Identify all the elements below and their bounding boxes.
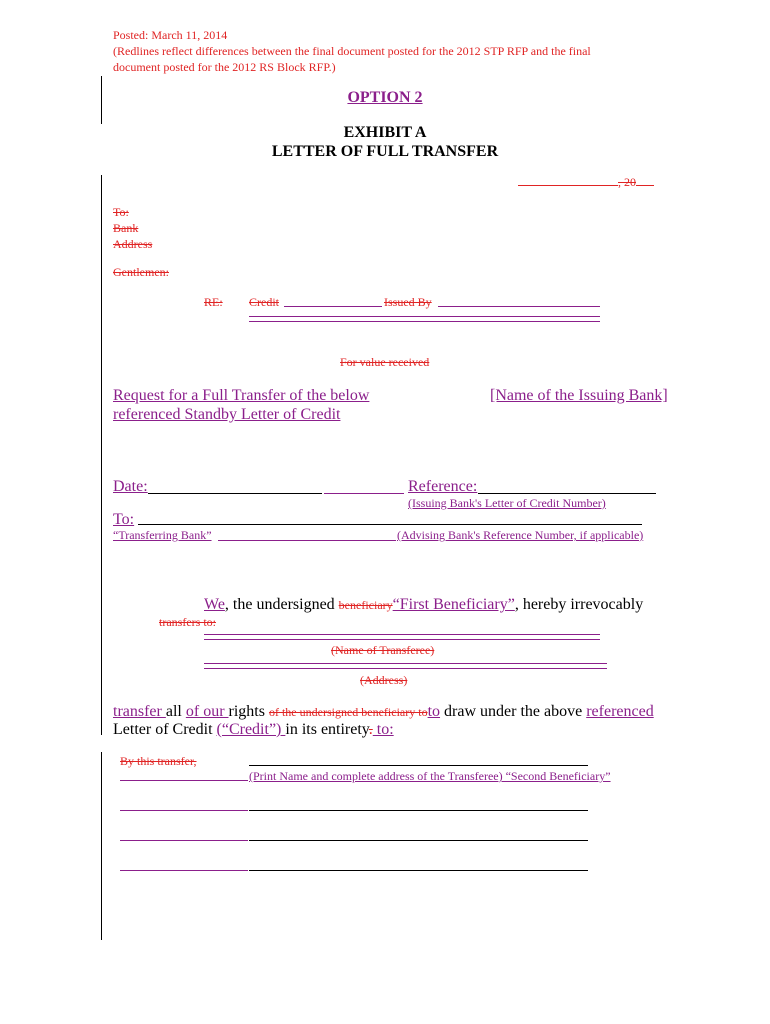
request-line1: Request for a Full Transfer of the below bbox=[113, 387, 370, 404]
letter-title: LETTER OF FULL TRANSFER bbox=[271, 143, 499, 160]
posted-date: Posted: March 11, 2014 bbox=[113, 28, 228, 42]
re-blank-line bbox=[249, 316, 600, 317]
second-beneficiary-line-left bbox=[120, 780, 248, 781]
we-inserted: We bbox=[204, 596, 225, 613]
to-label: To: bbox=[113, 511, 135, 528]
print-name-caption: (Print Name and complete address of the Transferee) “Second Beneficiary” bbox=[249, 769, 611, 783]
blank-line-left bbox=[120, 840, 248, 841]
reference-label: Reference: bbox=[408, 478, 478, 495]
blank-line[interactable] bbox=[249, 810, 588, 811]
credit-blank bbox=[284, 306, 382, 307]
deleted-re-label: RE: bbox=[204, 295, 223, 309]
redline-note-line2: document posted for the 2012 RS Block RFP.) bbox=[113, 60, 336, 74]
date-label: Date: bbox=[113, 478, 148, 495]
referenced-inserted: referenced bbox=[586, 703, 654, 720]
beneficiary-deleted: beneficiary bbox=[338, 598, 393, 612]
transfers-to-deleted: transfers to: bbox=[159, 615, 216, 629]
re-blank-line bbox=[249, 321, 600, 322]
change-bar bbox=[101, 175, 102, 735]
deleted-issued-by-label: Issued By bbox=[384, 295, 432, 309]
to-inserted: to bbox=[427, 703, 441, 720]
draw-under-text: draw under the above bbox=[440, 703, 587, 720]
first-beneficiary-inserted: “First Beneficiary” bbox=[392, 596, 515, 613]
all-text: all bbox=[165, 703, 186, 720]
of-our-inserted: of our bbox=[185, 703, 229, 720]
rights-text: rights bbox=[228, 703, 269, 720]
name-of-transferee-caption: (Name of Transferee) bbox=[331, 643, 435, 657]
issuing-bank-placeholder: [Name of the Issuing Bank] bbox=[490, 387, 668, 404]
blank-line[interactable] bbox=[249, 840, 588, 841]
caption-underline bbox=[218, 540, 396, 541]
letter-of-credit-sentence bbox=[113, 721, 394, 739]
reference-caption: (Issuing Bank's Letter of Credit Number) bbox=[408, 496, 606, 510]
transferring-bank-field[interactable] bbox=[138, 524, 348, 525]
transferring-bank-caption: “Transferring Bank” bbox=[113, 528, 212, 542]
issued-by-blank bbox=[438, 306, 600, 307]
blank-line-left bbox=[120, 810, 248, 811]
advising-reference-field[interactable] bbox=[348, 524, 642, 525]
deleted-address-label: Address bbox=[113, 237, 153, 251]
irrevocable-transfer-sentence bbox=[204, 596, 643, 614]
transferee-line bbox=[204, 634, 600, 635]
blank-line-left bbox=[120, 870, 248, 871]
transfer-rights-sentence bbox=[113, 703, 654, 721]
address-line bbox=[204, 668, 607, 669]
deleted-salutation: Gentlemen: bbox=[113, 265, 169, 279]
transfer-inserted: transfer bbox=[113, 703, 166, 720]
request-line2: referenced Standby Letter of Credit bbox=[113, 406, 341, 423]
deleted-credit-label: Credit bbox=[249, 295, 279, 309]
redline-note-line1: (Redlines reflect differences between the final document posted for the 2012 STP RFP and the final bbox=[113, 44, 591, 58]
advising-caption: (Advising Bank's Reference Number, if applicable) bbox=[397, 528, 644, 542]
deleted-value-received: For value received bbox=[340, 355, 430, 369]
date-field[interactable] bbox=[148, 493, 322, 494]
reference-field[interactable] bbox=[478, 493, 656, 494]
date-line bbox=[518, 175, 654, 190]
address-line bbox=[204, 663, 607, 664]
transferee-line bbox=[204, 639, 600, 640]
deleted-beneficiary-phrase: of the undersigned beneficiary to bbox=[268, 705, 428, 719]
exhibit-title: EXHIBIT A bbox=[343, 124, 427, 141]
in-entirety-text: in its entirety bbox=[285, 721, 369, 738]
deleted-bank-label: Bank bbox=[113, 221, 139, 235]
date-line-suffix: , 20 bbox=[618, 175, 636, 189]
date-field-extension bbox=[324, 493, 404, 494]
to-colon-inserted: to: bbox=[372, 721, 394, 738]
address-caption: (Address) bbox=[360, 673, 408, 687]
credit-quote-inserted: (“Credit”) bbox=[216, 721, 286, 738]
blank-line[interactable] bbox=[249, 870, 588, 871]
option-title: OPTION 2 bbox=[347, 89, 423, 106]
hereby-text: , hereby irrevocably bbox=[514, 596, 644, 613]
undersigned-text: , the undersigned bbox=[224, 596, 339, 613]
by-this-transfer-deleted: By this transfer, bbox=[120, 754, 197, 768]
change-bar bbox=[101, 752, 102, 940]
deleted-to-label: To: bbox=[113, 205, 129, 219]
deleted-period: . bbox=[368, 721, 373, 738]
second-beneficiary-field[interactable] bbox=[249, 765, 588, 766]
letter-of-credit-text: Letter of Credit bbox=[113, 721, 217, 738]
